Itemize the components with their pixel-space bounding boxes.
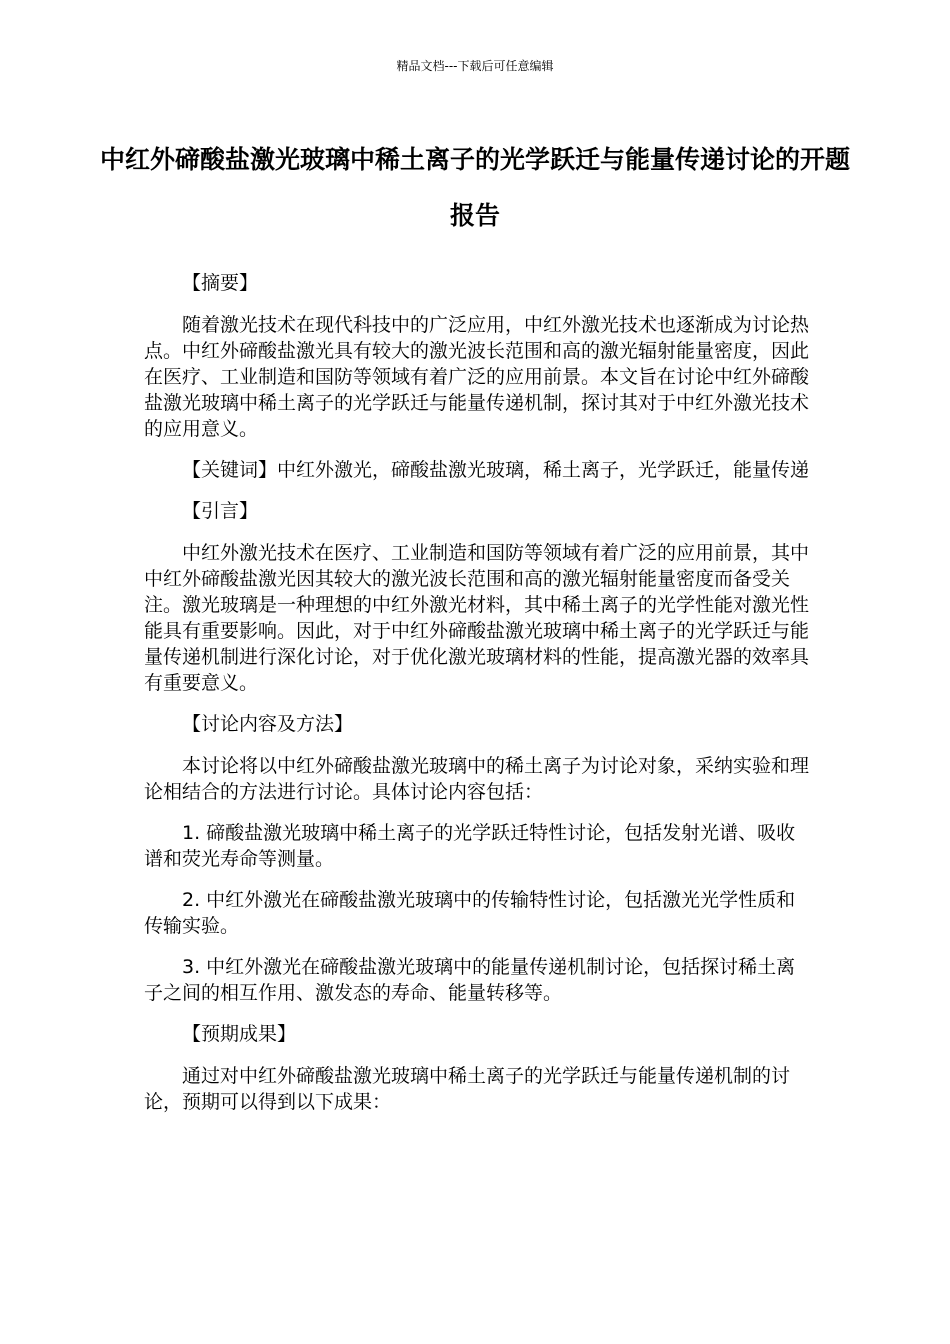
abstract-heading: 【摘要】 [182,272,259,294]
keywords-paragraph: 【关键词】中红外激光，碲酸盐激光玻璃，稀土离子，光学跃迁，能量传递 [182,459,810,481]
document-body [144,270,812,1130]
header-note: 精品文档---下载后可任意编辑 [396,59,554,73]
expected-heading: 【预期成果】 [182,1023,297,1045]
intro-heading: 【引言】 [182,500,259,522]
method-paragraph: 本讨论将以中红外碲酸盐激光玻璃中的稀土离子为讨论对象，采纳实验和理论相结合的方法进行讨论。具体讨论内容包括： [144,755,810,803]
expected-paragraph: 通过对中红外碲酸盐激光玻璃中稀土离子的光学跃迁与能量传递机制的讨论，预期可以得到以下成果： [144,1065,791,1113]
document-title: 中红外碲酸盐激光玻璃中稀土离子的光学跃迁与能量传递讨论的开题报告 [100,145,851,230]
method-heading: 【讨论内容及方法】 [182,713,354,735]
abstract-paragraph: 随着激光技术在现代科技中的广泛应用，中红外激光技术也逐渐成为讨论热点。中红外碲酸盐激光具有较大的激光波长范围和高的激光辐射能量密度，因此在医疗、工业制造和国防等领域有着广泛的应用前景。本文旨在讨论中红外碲酸盐激光玻璃中稀土离子的光学跃迁与能量传递机制，探讨其对于中红外激光技术的应用意义。 [144,314,810,440]
method-item-2: 2. 中红外激光在碲酸盐激光玻璃中的传输特性讨论，包括激光光学性质和传输实验。 [144,889,796,937]
method-item-3: 3. 中红外激光在碲酸盐激光玻璃中的能量传递机制讨论，包括探讨稀土离子之间的相互作用、激发态的寿命、能量转移等。 [144,956,796,1004]
intro-paragraph: 中红外激光技术在医疗、工业制造和国防等领域有着广泛的应用前景，其中中红外碲酸盐激光因其较大的激光波长范围和高的激光辐射能量密度而备受关注。激光玻璃是一种理想的中红外激光材料，其中稀土离子的光学性能对激光性能具有重要影响。因此，对于中红外碲酸盐激光玻璃中稀土离子的光学跃迁与能量传递机制进行深化讨论，对于优化激光玻璃材料的性能，提高激光器的效率具有重要意义。 [144,542,810,694]
method-item-1: 1. 碲酸盐激光玻璃中稀土离子的光学跃迁特性讨论，包括发射光谱、吸收谱和荧光寿命等测量。 [144,822,796,870]
